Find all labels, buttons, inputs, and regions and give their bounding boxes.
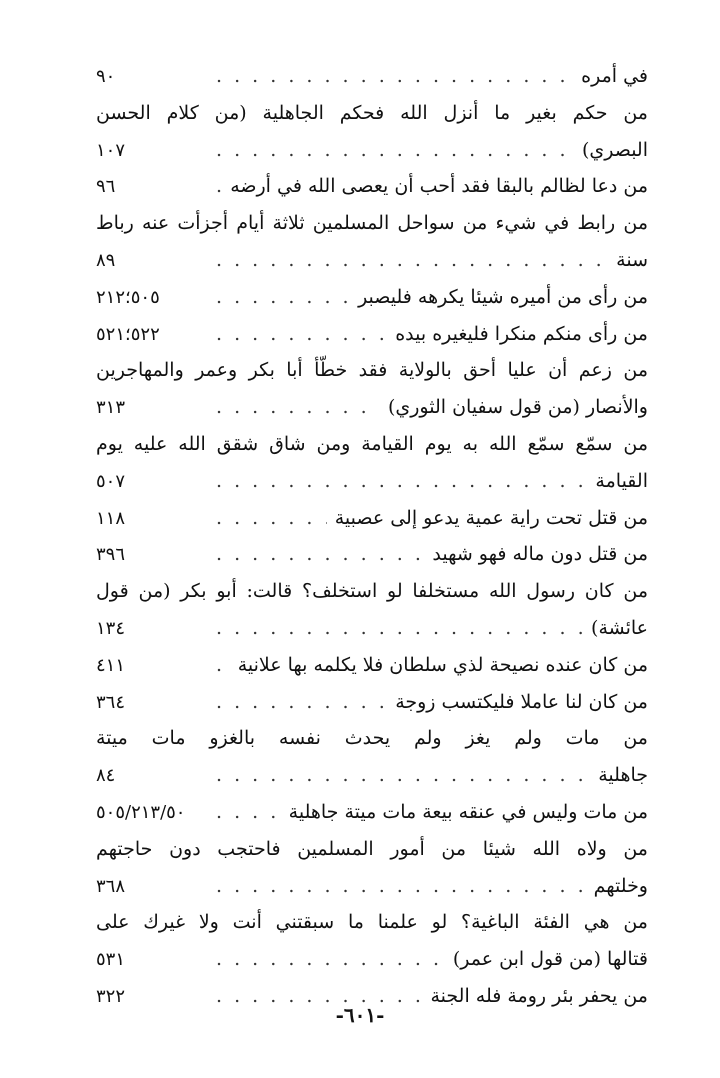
dot-leader [216,58,573,95]
entry-text: جاهلية [598,764,648,787]
index-entry [96,352,648,426]
entry-text: سنة [616,248,648,271]
entry-last-line [96,316,648,353]
entry-page-ref: ٣٢٢ [96,985,126,1007]
index-entry [96,904,648,978]
entry-text: عائشة) [591,616,648,639]
entry-page-ref: ١٠٧ [96,139,126,161]
index-entry [96,500,648,537]
entry-last-line [96,684,648,721]
page-number: -٦٠١- [335,1003,385,1027]
entry-last-line [96,941,648,978]
index-entry [96,831,648,905]
entry-text: وخلتهم [593,874,648,897]
entry-page-ref: ٣٦٤ [96,691,126,713]
index-entry [96,168,648,205]
dot-leader [216,316,387,353]
dot-leader [216,500,327,537]
entry-page-ref: ٨٤ [96,765,116,787]
entry-text: قتالها (من قول ابن عمر) [452,948,648,971]
entry-text: والأنصار (من قول سفيان الثوري) [387,396,648,419]
entry-text: من مات وليس في عنقه بيعة مات ميتة جاهلية [288,800,648,823]
entry-text-line: من كان رسول الله مستخلفا لو استخلف؟ قالت: أبو بكر (من قول [96,580,648,603]
entry-text: من قتل دون ماله فهو شهيد [432,543,648,566]
index-entry [96,426,648,500]
entry-page-ref: ١٣٤ [96,617,126,639]
dot-leader [216,941,445,978]
entry-last-line [96,279,648,316]
index-entry [96,684,648,721]
dot-leader [216,132,574,169]
entry-last-line [96,58,648,95]
entry-last-line [96,500,648,537]
entry-text: القيامة [595,469,648,492]
index-entry [96,794,648,831]
dot-leader [216,536,424,573]
entry-last-line [96,168,648,205]
entry-page-ref: ١١٨ [96,507,126,529]
index-entry [96,536,648,573]
entry-last-line [96,610,648,647]
index-entry [96,279,648,316]
entry-text-line: من رابط في شيء من سواحل المسلمين ثلاثة أيام أجزأت عنه رباط [96,212,648,235]
entry-last-line [96,647,648,684]
dot-leader [216,279,350,316]
dot-leader [216,389,380,426]
entry-page-ref: ٥٠٧ [96,470,126,492]
dot-leader [216,647,230,684]
entry-page-ref: ٥٢٢؛٥٢١ [96,323,160,345]
entry-text: من كان عنده نصيحة لذي سلطان فلا يكلمه بها علانية [237,653,648,676]
index-entry [96,573,648,647]
dot-leader [216,463,587,500]
entry-page-ref: ٥٠٥؛٢١٢ [96,286,160,308]
entry-text: من قتل تحت راية عمية يدعو إلى عصبية [334,506,648,529]
entry-text: من رأى من أميره شيئا يكرهه فليصبر [358,285,648,308]
entry-last-line [96,389,648,426]
entry-last-line [96,242,648,279]
entry-last-line [96,794,648,831]
dot-leader [216,610,583,647]
entry-last-line [96,132,648,169]
entry-text: من يحفر بئر رومة فله الجنة [430,984,648,1007]
dot-leader [216,684,387,721]
entry-page-ref: ٣٦٨ [96,875,126,897]
index-entry [96,647,648,684]
entry-page-ref: ٤١١ [96,654,126,676]
entry-text: في أمره [581,65,648,87]
index-entry [96,95,648,169]
entry-text-line: من ولاه الله شيئا من أمور المسلمين فاحتجب دون حاجتهم [96,837,648,860]
dot-leader [216,242,608,279]
index-entry [96,205,648,279]
entry-text: البصري) [581,138,648,161]
entry-text-line: من زعم أن عليا أحق بالولاية فقد خطّأ أبا بكر وعمر والمهاجرين [96,359,648,382]
entry-page-ref: ٥٠٥/٢١٣/٥٠ [96,801,186,823]
entry-last-line [96,536,648,573]
entry-text: من كان لنا عاملا فليكتسب زوجة [395,690,648,713]
entry-last-line [96,463,648,500]
entry-page-ref: ٥٣١ [96,949,126,971]
entry-text-line: من سمّع سمّع الله به يوم القيامة ومن شاق شقق الله عليه يوم [96,432,648,455]
index-entry [96,58,648,95]
entry-page-ref: ٣١٣ [96,397,126,419]
index-list [96,58,648,1015]
entry-text-line: من مات ولم يغز ولم يحدث نفسه بالغزو مات ميتة [96,727,648,750]
entry-page-ref: ٩٠ [96,66,116,87]
entry-page-ref: ٨٩ [96,249,116,271]
entry-page-ref: ٣٩٦ [96,544,126,566]
entry-page-ref: ٩٦ [96,176,116,198]
entry-text: من دعا لظالم بالبقا فقد أحب أن يعصى الله في أرضه [230,175,648,198]
entry-last-line [96,757,648,794]
dot-leader [216,757,590,794]
dot-leader [216,168,222,205]
index-entry [96,720,648,794]
index-entry [96,316,648,353]
entry-last-line [96,868,648,905]
entry-text: من رأى منكم منكرا فليغيره بيده [395,322,648,345]
dot-leader [216,868,586,905]
dot-leader [216,794,281,831]
entry-text-line: من حكم بغير ما أنزل الله فحكم الجاهلية (من كلام الحسن [96,101,648,124]
entry-text-line: من هي الفئة الباغية؟ لو علمنا ما سبقتني أنت ولا غيرك على [96,911,648,934]
